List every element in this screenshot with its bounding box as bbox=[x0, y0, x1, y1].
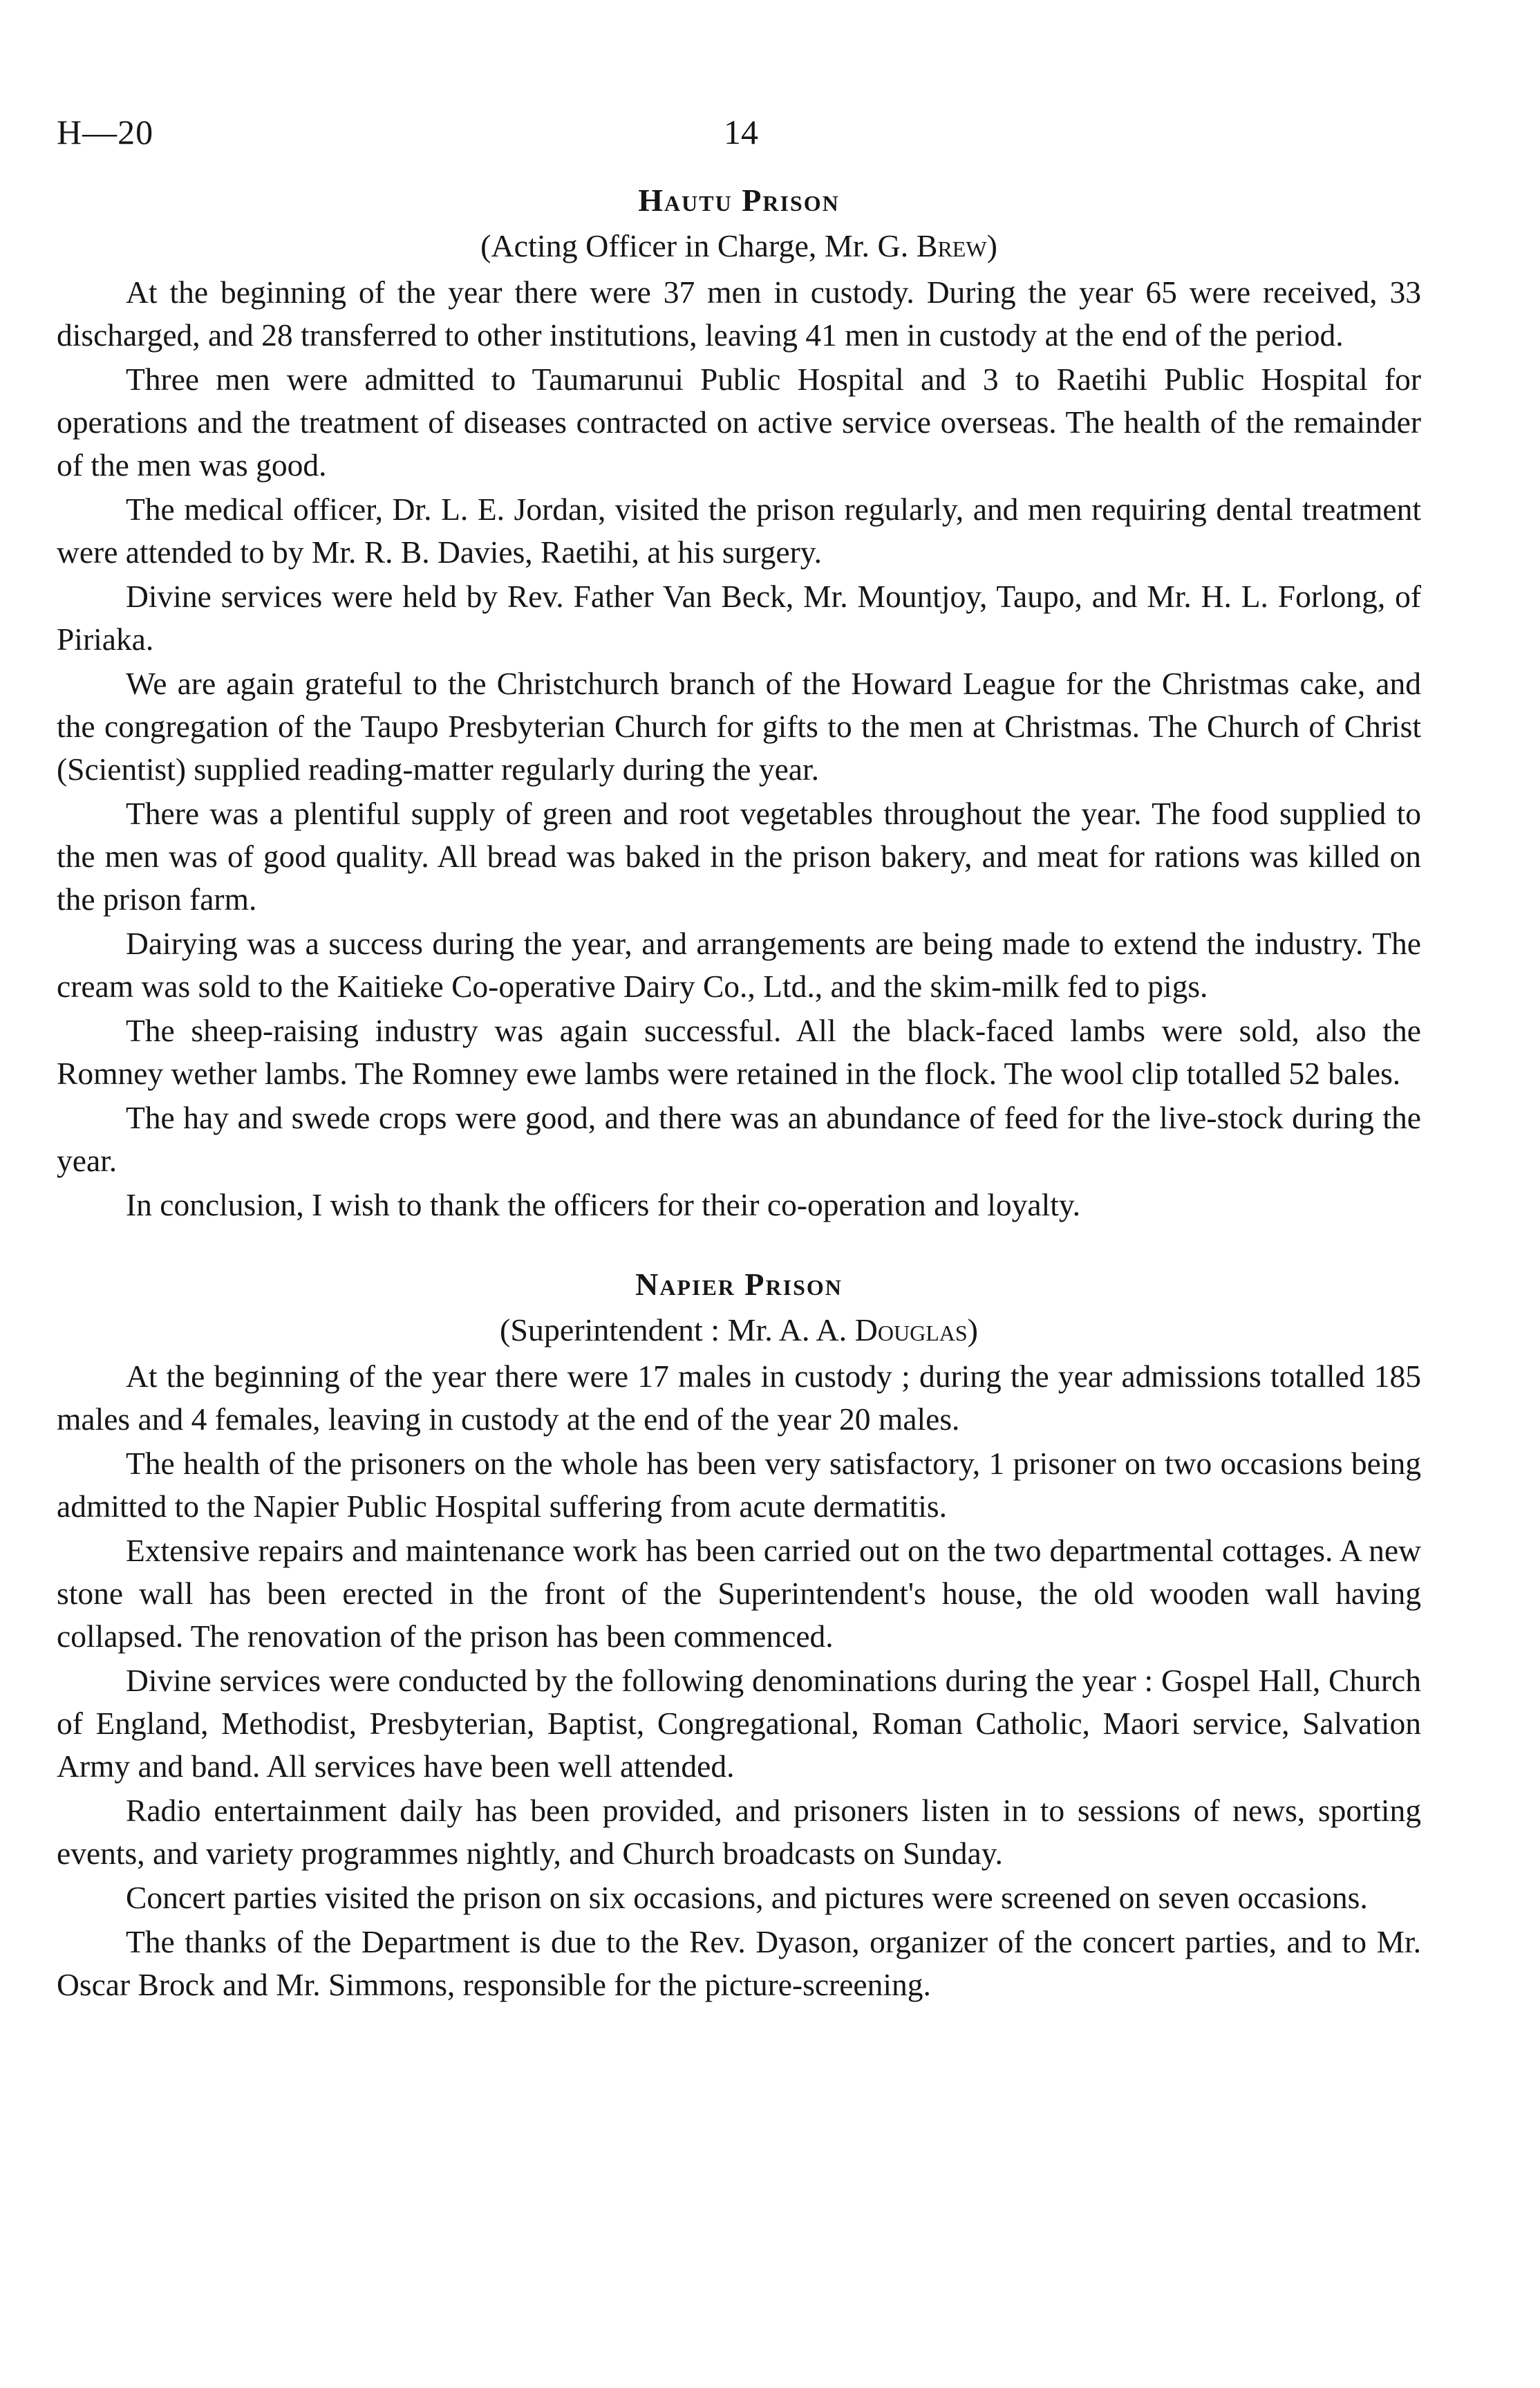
page-number: 14 bbox=[724, 113, 758, 151]
paragraph: The medical officer, Dr. L. E. Jordan, visited the prison regularly, and men requiring dental treatment were attended to by Mr. R. B. Davies, Raetihi, at his surgery. bbox=[57, 492, 1421, 570]
paragraph: Concert parties visited the prison on six occasions, and pictures were screened on seven occasions. bbox=[126, 1880, 1368, 1915]
paragraph: Radio entertainment daily has been provided, and prisoners listen in to sessions of news, sporting events, and variety programmes nightly, and Church broadcasts on Sunday. bbox=[57, 1793, 1421, 1871]
document-page bbox=[57, 104, 1421, 2337]
section-divider-space bbox=[57, 1228, 1421, 1264]
paragraph: Divine services were conducted by the following denominations during the year : Gospel Hall, Church of England, Methodist, Presbyterian, Baptist, Congregational, Roman Catholic, Maori service, Salvation Army and band. All services have been well attended. bbox=[57, 1663, 1421, 1784]
section-subtitle bbox=[57, 1308, 1421, 1352]
subtitle-suffix: ) bbox=[986, 228, 997, 263]
officer-name: Brew bbox=[916, 228, 987, 263]
paragraph: The sheep-raising industry was again successful. All the black-faced lambs were sold, also the Romney wether lambs. The Romney ewe lambs were retained in the flock. The wool clip totalled 52 bales. bbox=[57, 1013, 1421, 1091]
paragraph: Dairying was a success during the year, and arrangements are being made to extend the industry. The cream was sold to the Kaitieke Co-operative Dairy Co., Ltd., and the skim-milk fed to pigs. bbox=[57, 926, 1421, 1004]
document-reference: H—20 bbox=[57, 113, 154, 151]
paragraph: The health of the prisoners on the whole has been very satisfactory, 1 prisoner on two occasions being admitted to the Napier Public Hospital suffering from acute dermatitis. bbox=[57, 1446, 1421, 1524]
subtitle-prefix: (Superintendent : Mr. A. A. bbox=[500, 1312, 847, 1347]
paragraph: At the beginning of the year there were 37 men in custody. During the year 65 were received, 33 discharged, and 28 transferred to other institutions, leaving 41 men in custody at the end of the period. bbox=[57, 274, 1421, 353]
paragraph: Extensive repairs and maintenance work has been carried out on the two departmental cottages. A new stone wall has been erected in the front of the Superintendent's house, the old wooden wall having collapsed. The renovation of the prison has been commenced. bbox=[57, 1533, 1421, 1654]
subtitle-suffix: ) bbox=[967, 1312, 978, 1347]
paragraph: Divine services were held by Rev. Father Van Beck, Mr. Mountjoy, Taupo, and Mr. H. L. Forlong, of Piriaka. bbox=[57, 579, 1421, 657]
section-napier-prison bbox=[57, 1264, 1421, 2006]
section-subtitle bbox=[57, 224, 1421, 268]
paragraph: There was a plentiful supply of green and root vegetables throughout the year. The food supplied to the men was of good quality. All bread was baked in the prison bakery, and meat for rations was killed on the prison farm. bbox=[57, 796, 1421, 917]
paragraph: In conclusion, I wish to thank the officers for their co-operation and loyalty. bbox=[126, 1187, 1081, 1222]
section-title: Napier Prison bbox=[635, 1267, 843, 1302]
paragraph: Three men were admitted to Taumarunui Public Hospital and 3 to Raetihi Public Hospital for operations and the treatment of diseases contracted on active service overseas. The health of the remainder of the men was good. bbox=[57, 362, 1421, 483]
section-title: Hautu Prison bbox=[638, 183, 840, 218]
paragraph: The thanks of the Department is due to the Rev. Dyason, organizer of the concert parties, and to Mr. Oscar Brock and Mr. Simmons, responsible for the picture-screening. bbox=[57, 1924, 1421, 2002]
officer-name: Douglas bbox=[854, 1312, 968, 1347]
page-header bbox=[57, 104, 1421, 180]
paragraph: The hay and swede crops were good, and there was an abundance of feed for the live-stock during the year. bbox=[57, 1100, 1421, 1178]
section-hautu-prison bbox=[57, 180, 1421, 1226]
paragraph: At the beginning of the year there were 17 males in custody ; during the year admissions totalled 185 males and 4 females, leaving in custody at the end of the year 20 males. bbox=[57, 1359, 1421, 1437]
subtitle-prefix: (Acting Officer in Charge, Mr. G. bbox=[480, 228, 909, 263]
paragraph: We are again grateful to the Christchurch branch of the Howard League for the Christmas cake, and the congregation of the Taupo Presbyterian Church for gifts to the men at Christmas. The Church of Christ (Scientist) supplied reading-matter regularly during the year. bbox=[57, 666, 1421, 787]
